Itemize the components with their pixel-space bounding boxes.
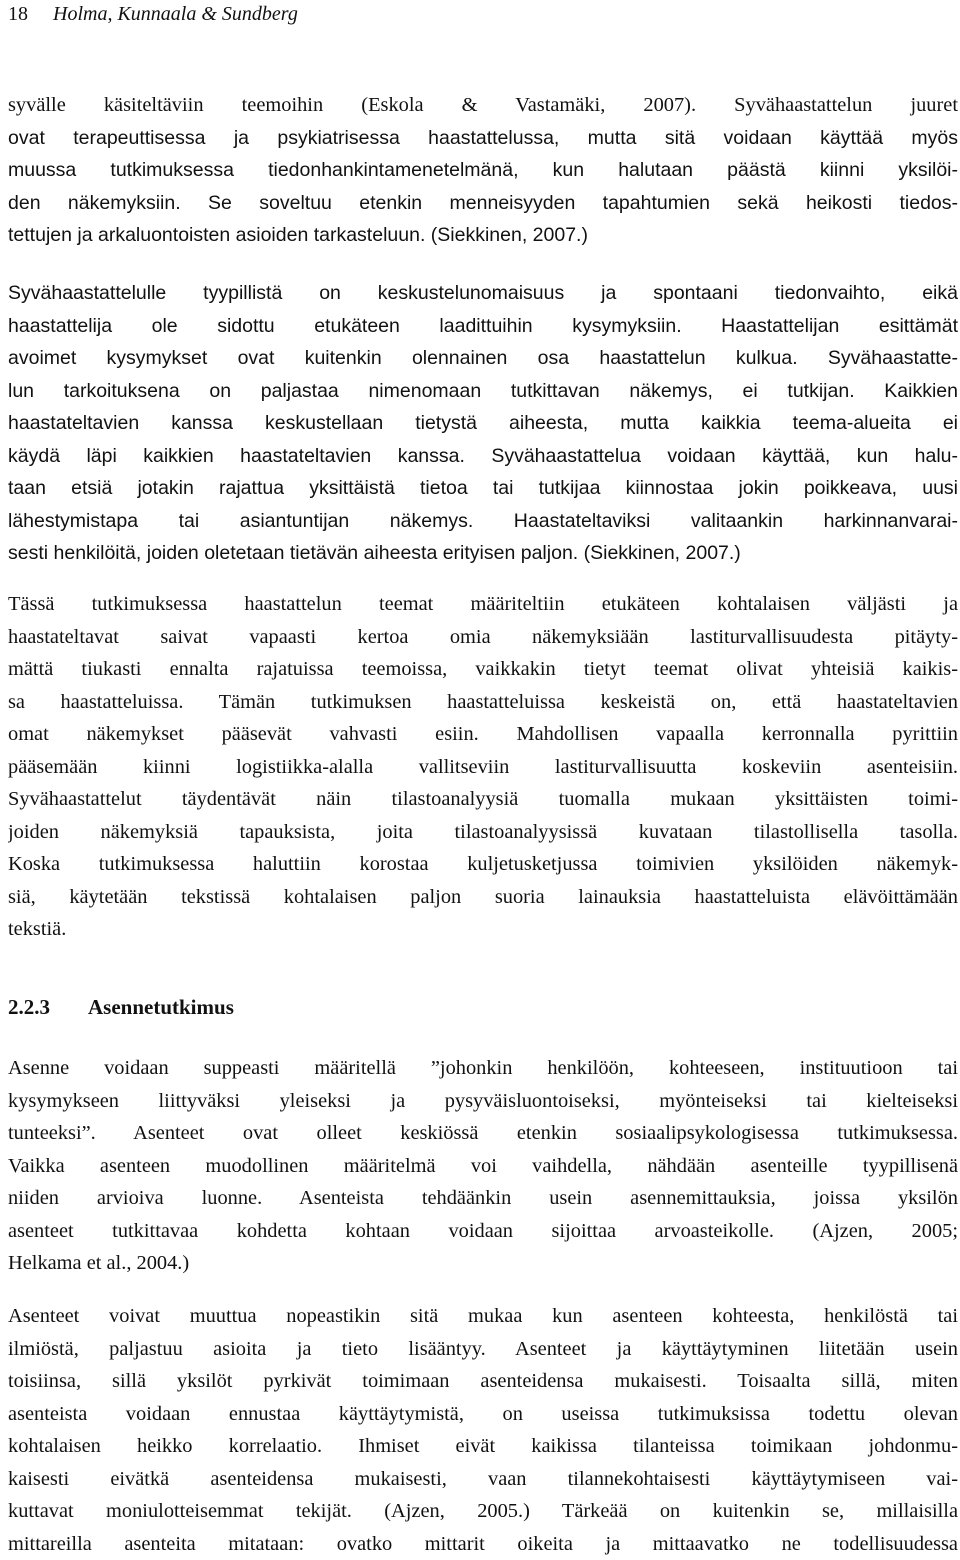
text-line: mättä tiukasti ennalta rajatuissa teemoissa, vaikkakin tietyt teemat olivat yhteisiä kaikis- [8, 653, 958, 686]
text-line: asenteista voidaan ennustaa käyttäytymistä, on useissa tutkimuksissa todettu olevan [8, 1398, 958, 1431]
paragraph-5 [8, 1300, 958, 1560]
text-line: joiden näkemyksiä tapauksista, joita tilastoanalyysissä kuvataan tilastollisella tasolla. [8, 816, 958, 849]
text-line: haastateltavien kanssa keskustellaan tietystä aiheesta, mutta kaikkia teema-alueita ei [8, 407, 958, 440]
paragraph-3 [8, 588, 958, 946]
paragraph-1 [8, 89, 958, 252]
text-line: Helkama et al., 2004.) [8, 1247, 958, 1280]
text-line: toisiinsa, sillä yksilöt pyrkivät toimimaan asenteidensa mukaisesti. Toisaalta sillä, miten [8, 1365, 958, 1398]
text-line: Koska tutkimuksessa haluttiin korostaa kuljetusketjussa toimivien yksilöiden näkemyk- [8, 848, 958, 881]
text-line: Asenne voidaan suppeasti määritellä ”johonkin henkilöön, kohteeseen, instituutioon tai [8, 1052, 958, 1085]
text-line: kysymykseen liittyväksi yleiseksi ja pysyväisluontoiseksi, myönteiseksi tai kielteiseksi [8, 1085, 958, 1118]
text-line: Syvähaastattelut täydentävät näin tilastoanalyysiä tuomalla mukaan yksittäisten toimi- [8, 783, 958, 816]
text-line: ilmiöstä, paljastuu asioita ja tieto lisääntyy. Asenteet ja käyttäytyminen liitetään usein [8, 1333, 958, 1366]
text-line: sesti henkilöitä, joiden oletetaan tietävän aiheesta erityisen paljon. (Siekkinen, 2007.) [8, 537, 958, 570]
section-title: Asennetutkimus [88, 995, 234, 1019]
text-line: mittareilla asenteita mitataan: ovatko mittarit oikeita ja mittaavatko ne todellisuudessa [8, 1528, 958, 1560]
text-line: asenteet tutkittavaa kohdetta kohtaan voidaan sijoittaa arvoasteikolle. (Ajzen, 2005; [8, 1215, 958, 1248]
text-line: tettujen ja arkaluontoisten asioiden tarkasteluun. (Siekkinen, 2007.) [8, 219, 958, 252]
text-line: tekstiä. [8, 913, 958, 946]
text-line: niiden arvioiva luonne. Asenteista tehdäänkin usein asennemittauksia, joissa yksilön [8, 1182, 958, 1215]
text-line: siä, käytetään tekstissä kohtalaisen paljon suoria lainauksia haastatteluista elävöittämään [8, 881, 958, 914]
text-line: den näkemyksiin. Se soveltuu etenkin menneisyyden tapahtumien sekä heikosti tiedos- [8, 187, 958, 220]
text-line: avoimet kysymykset ovat kuitenkin olennainen osa haastattelun kulkua. Syvähaastatte- [8, 342, 958, 375]
text-line: käydä läpi kaikkien haastateltavien kanssa. Syvähaastattelua voidaan käyttää, kun halu- [8, 440, 958, 473]
text-line: tunteeksi”. Asenteet ovat olleet keskiössä etenkin sosiaalipsykologisessa tutkimuksessa. [8, 1117, 958, 1150]
text-line: haastattelija ole sidottu etukäteen laadittuihin kysymyksiin. Haastattelijan esittämät [8, 310, 958, 343]
text-line: ovat terapeuttisessa ja psykiatrisessa haastattelussa, mutta sitä voidaan käyttää myös [8, 122, 958, 155]
text-line: Tässä tutkimuksessa haastattelun teemat määriteltiin etukäteen kohtalaisen väljästi ja [8, 588, 958, 621]
text-line: kaisesti eivätkä asenteidensa mukaisesti, vaan tilannekohtaisesti käyttäytymiseen vai- [8, 1463, 958, 1496]
text-line: sa haastatteluissa. Tämän tutkimuksen haastatteluissa keskeistä on, että haastateltavien [8, 686, 958, 719]
text-line: pääsemään kiinni logistiikka-alalla vallitseviin lastiturvallisuutta koskeviin asenteisiin. [8, 751, 958, 784]
text-line: lähestymistapa tai asiantuntijan näkemys. Haastateltaviksi valitaankin harkinnanvarai- [8, 505, 958, 538]
paragraph-4 [8, 1052, 958, 1280]
text-line: Vaikka asenteen muodollinen määritelmä voi vaihdella, nähdään asenteille tyypillisenä [8, 1150, 958, 1183]
section-number: 2.2.3 [8, 993, 88, 1021]
running-header [8, 2, 298, 26]
text-line: kohtalaisen heikko korrelaatio. Ihmiset eivät kaikissa tilanteissa toimikaan johdonmu- [8, 1430, 958, 1463]
paragraph-2 [8, 277, 958, 570]
text-line: Asenteet voivat muuttua nopeastikin sitä mukaa kun asenteen kohteesta, henkilöstä tai [8, 1300, 958, 1333]
text-line: muussa tutkimuksessa tiedonhankintamenetelmänä, kun halutaan päästä kiinni yksilöi- [8, 154, 958, 187]
text-line: syvälle käsiteltäviin teemoihin (Eskola & Vastamäki, 2007). Syvähaastattelun juuret [8, 89, 958, 122]
running-header-authors: Holma, Kunnaala & Sundberg [53, 3, 298, 25]
text-line: kuttavat moniulotteisemmat tekijät. (Ajzen, 2005.) Tärkeää on kuitenkin se, millaisilla [8, 1495, 958, 1528]
text-line: haastateltavat saivat vapaasti kertoa omia näkemyksiään lastiturvallisuudesta pitäyty- [8, 621, 958, 654]
text-line: lun tarkoituksena on paljastaa nimenomaan tutkittavan näkemys, ei tutkijan. Kaikkien [8, 375, 958, 408]
section-heading [8, 993, 234, 1021]
page-number: 18 [8, 3, 28, 25]
text-line: Syvähaastattelulle tyypillistä on keskustelunomaisuus ja spontaani tiedonvaihto, eikä [8, 277, 958, 310]
text-line: omat näkemykset pääsevät vahvasti esiin. Mahdollisen vapaalla kerronnalla pyrittiin [8, 718, 958, 751]
text-line: taan etsiä jotakin rajattua yksittäistä tietoa tai tutkijaa kiinnostaa jokin poikkeava, uusi [8, 472, 958, 505]
